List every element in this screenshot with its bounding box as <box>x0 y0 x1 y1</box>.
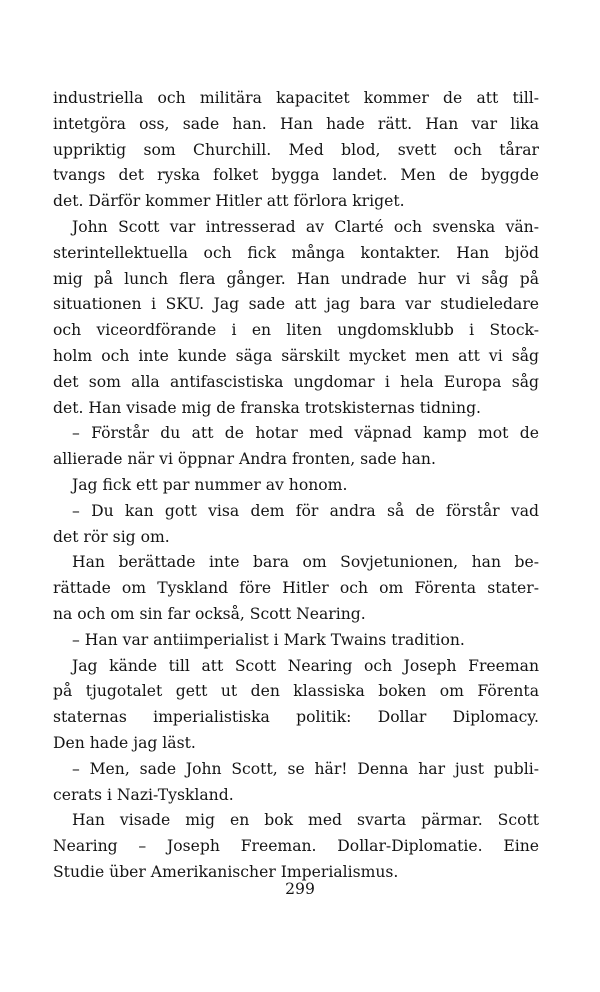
text-line: sterintellektuella och fick många kontakter. Han bjöd <box>53 243 539 262</box>
text-line: Han berättade inte bara om Sovjetunionen, han be- <box>72 553 539 572</box>
text-line: det. Därför kommer Hitler att förlora kriget. <box>53 192 405 211</box>
paragraph <box>53 473 539 499</box>
text-line: Jag fick ett par nummer av honom. <box>72 475 348 494</box>
text-line: Jag kände till att Scott Nearing och Joseph Freeman <box>72 656 539 675</box>
text-line: det rör sig om. <box>53 527 170 546</box>
paragraph <box>53 628 539 654</box>
text-line: Han visade mig en bok med svarta pärmar. Scott <box>72 811 539 830</box>
paragraph <box>53 215 539 421</box>
text-line: – Du kan gott visa dem för andra så de förstår vad <box>72 501 539 520</box>
text-line: situationen i SKU. Jag sade att jag bara var studieledare <box>53 295 539 314</box>
paragraph <box>53 654 539 757</box>
text-line: na och om sin far också, Scott Nearing. <box>53 604 366 623</box>
text-line: Studie über Amerikanischer Imperialismus. <box>53 862 399 881</box>
paragraph <box>53 499 539 551</box>
paragraph <box>53 421 539 473</box>
text-line: industriella och militära kapacitet kommer de att till- <box>53 89 539 107</box>
text-line: det som alla antifascistiska ungdomar i hela Europa såg <box>53 372 539 391</box>
body-text <box>53 86 539 886</box>
text-line: rättade om Tyskland före Hitler och om Förenta stater- <box>53 579 539 598</box>
text-line: det. Han visade mig de franska trotskisternas tidning. <box>53 398 482 417</box>
text-line: – Men, sade John Scott, se här! Denna har just publi- <box>72 759 539 778</box>
paragraph <box>53 550 539 627</box>
text-line: Den hade jag läst. <box>53 733 196 752</box>
text-line: Nearing – Joseph Freeman. Dollar-Diplomatie. Eine <box>53 837 539 856</box>
text-line: på tjugotalet gett ut den klassiska boken om Förenta <box>53 682 539 701</box>
text-line: – Förstår du att de hotar med väpnad kamp mot de <box>72 424 539 443</box>
text-line: allierade när vi öppnar Andra fronten, sade han. <box>53 450 436 469</box>
paragraph <box>53 757 539 809</box>
paragraph <box>53 86 539 215</box>
text-line: staternas imperialistiska politik: Dollar Diplomacy. <box>53 708 539 727</box>
text-line: – Han var antiimperialist i Mark Twains tradition. <box>72 630 465 649</box>
paragraph <box>53 808 539 885</box>
text-line: John Scott var intresserad av Clarté och svenska vän- <box>72 217 539 236</box>
page-number: 299 <box>285 880 315 898</box>
text-line: uppriktig som Churchill. Med blod, svett och tårar <box>53 140 539 159</box>
text-line: intetgöra oss, sade han. Han hade rätt. Han var lika <box>53 114 539 133</box>
text-line: cerats i Nazi-Tyskland. <box>53 785 234 804</box>
text-line: holm och inte kunde säga särskilt mycket men att vi såg <box>53 346 539 365</box>
text-line: tvangs det ryska folket bygga landet. Men de byggde <box>53 166 539 185</box>
text-line: mig på lunch flera gånger. Han undrade hur vi såg på <box>53 269 539 288</box>
text-line: och viceordförande i en liten ungdomsklubb i Stock- <box>53 321 539 340</box>
